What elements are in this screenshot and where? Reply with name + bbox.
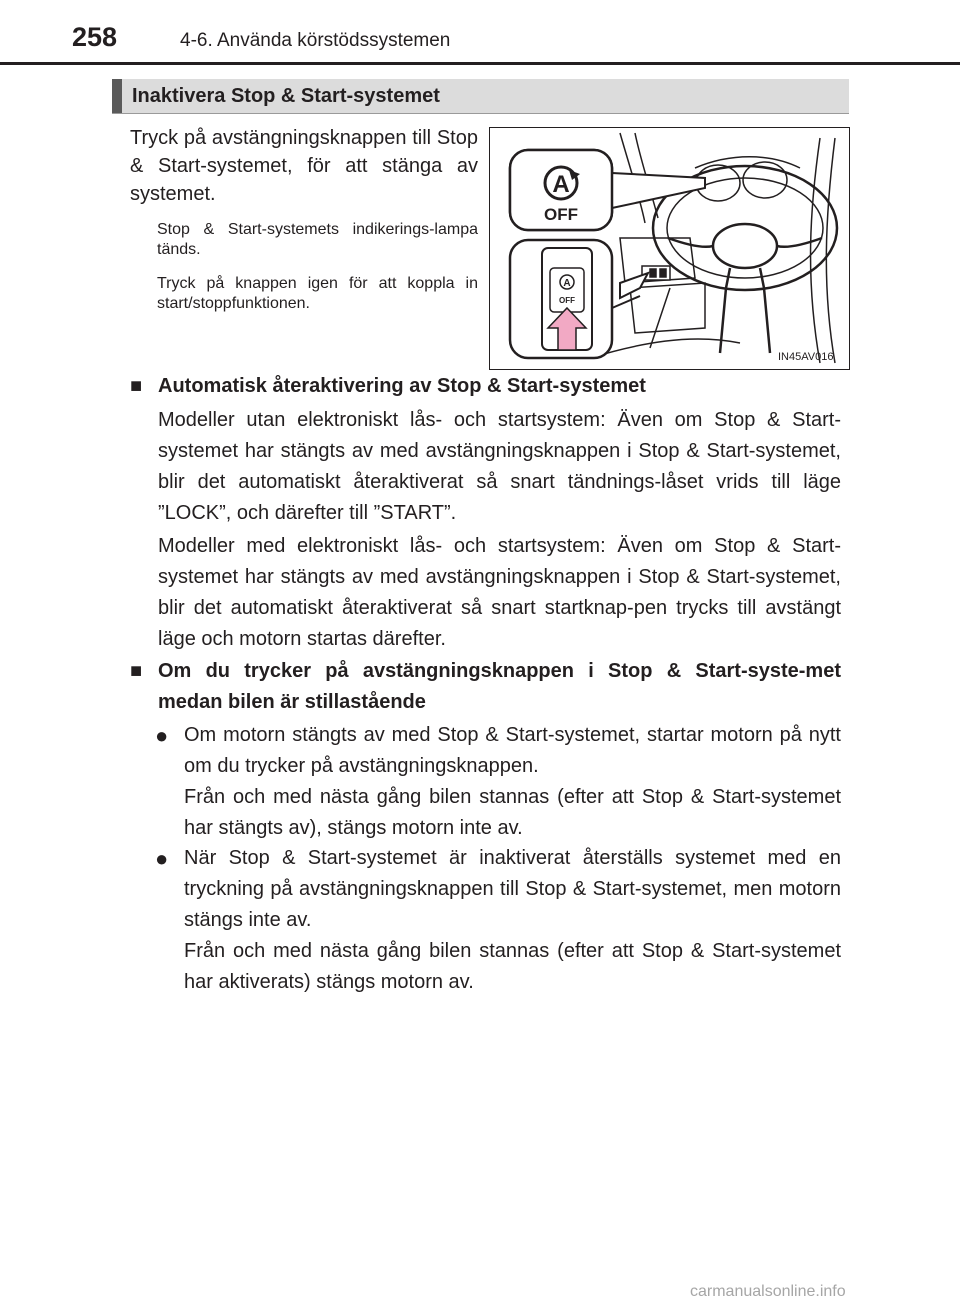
chapter-title: 4-6. Använda körstödssystemen bbox=[180, 30, 451, 51]
round-bullet-icon: ● bbox=[155, 723, 169, 748]
a-off-button-icon bbox=[550, 268, 584, 312]
para-with-smart-key: Modeller med elektroniskt lås- och startsystem: Även om Stop & Start-systemet har stängts av med avstängningsknappen i Stop & Start-systemet, blir det automatiskt återaktiverat så snart startknap-pen trycks till avstängt läge och motorn startas därefter. bbox=[158, 535, 841, 650]
heading-stationary-text: Om du trycker på avstängningsknappen i Stop & Start-syste-met medan bilen är stillastående bbox=[158, 660, 841, 713]
panel-button-letter: A bbox=[563, 278, 571, 289]
list-item bbox=[155, 843, 841, 998]
dashboard-drawing bbox=[490, 128, 849, 369]
figure-code: IN45AV016 bbox=[778, 351, 834, 363]
bullet-text: När Stop & Start-systemet är inaktiverat återställs systemet med en tryckning på avstängningsknappen till Stop & Start-systemet, men motorn stängs inte av. bbox=[184, 847, 841, 931]
section-marker bbox=[112, 79, 122, 113]
round-bullet-icon: ● bbox=[155, 846, 169, 871]
square-bullet-icon: ■ bbox=[130, 660, 143, 682]
bullet-subtext: Från och med nästa gång bilen stannas (efter att Stop & Start-systemet har stängts av), stängs motorn inte av. bbox=[184, 786, 841, 839]
section-underline bbox=[112, 113, 849, 114]
header-divider bbox=[0, 62, 960, 65]
heading-auto-reactivation bbox=[130, 371, 841, 402]
heading-auto-text: Automatisk återaktivering av Stop & Start-systemet bbox=[158, 375, 646, 397]
dashboard-illustration bbox=[489, 127, 850, 370]
section-title: Inaktivera Stop & Start-systemet bbox=[132, 85, 440, 107]
para-without-smart-key: Modeller utan elektroniskt lås- och startsystem: Även om Stop & Start-systemet har stängts av med avstängningsknappen i Stop & Start-systemet, blir det automatiskt återaktiverat så snart tändnings-låset vrids till läge ”LOCK”, och därefter till ”START”. bbox=[158, 409, 841, 524]
panel-button-label: OFF bbox=[559, 296, 575, 305]
callout-top bbox=[510, 150, 705, 230]
bullet-subtext: Från och med nästa gång bilen stannas (efter att Stop & Start-systemet har aktiverats) stängs motorn av. bbox=[184, 940, 841, 993]
site-watermark: carmanualsonline.info bbox=[690, 1283, 846, 1300]
callout-button-letter: A bbox=[552, 171, 570, 198]
square-bullet-icon: ■ bbox=[130, 375, 143, 397]
list-item bbox=[155, 720, 841, 844]
note-indicator-lamp: Stop & Start-systemets indikerings-lampa tänds. bbox=[157, 221, 478, 258]
section-heading-bar bbox=[112, 79, 849, 113]
bullet-text: Om motorn stängts av med Stop & Start-systemet, startar motorn på nytt om du trycker på avstängningsknappen. bbox=[184, 724, 841, 777]
heading-stationary bbox=[130, 656, 841, 718]
callout-button-label: OFF bbox=[544, 205, 578, 224]
intro-text: Tryck på avstängningsknappen till Stop & Start-systemet, för att stänga av systemet. bbox=[130, 127, 478, 205]
page-number: 258 bbox=[72, 22, 118, 52]
note-press-again: Tryck på knappen igen för att koppla in start/stoppfunktionen. bbox=[157, 275, 478, 312]
